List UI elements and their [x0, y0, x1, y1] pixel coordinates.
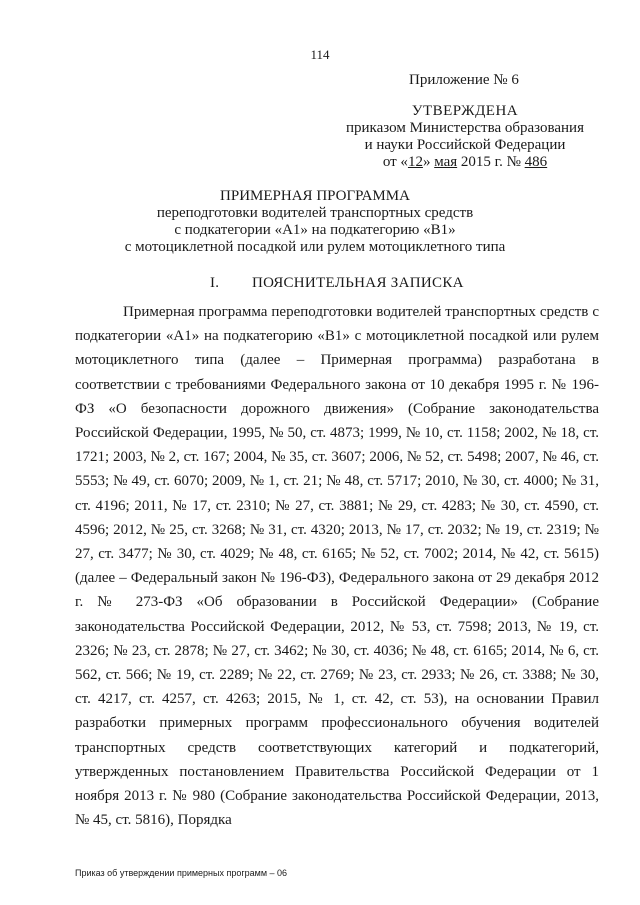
page-number: 114 [310, 47, 330, 62]
title-line-3: с подкатегории «А1» на подкатегорию «В1» [174, 222, 456, 238]
year-text: 2015 г. № [457, 154, 525, 170]
approval-block [330, 103, 600, 171]
title-line-1: ПРИМЕРНАЯ ПРОГРАММА [220, 188, 410, 204]
body-paragraph: Примерная программа переподготовки водителей транспортных средств с подкатегории «А1» на подкатегорию «В1» с мотоциклетной посадкой или рулем мотоциклетного типа (далее – Примерная программа) разработана в соответствии с требованиями Федерального закона от 10 декабря 1995 г. № 196-ФЗ «О безопасности дорожного движения» (Собрание законодательства Российской Федерации, 1995, № 50, ст. 4873; 1999, № 10, ст. 1158; 2002, № 18, ст. 1721; 2003, № 2, ст. 167; 2004, № 35, ст. 3607; 2006, № 52, ст. 5498; 2007, № 46, ст. 5553; № 49, ст. 6070; 2009, № 1, ст. 21; № 48, ст. 5717; 2010, № 30, ст. 4000; № 31, ст. 4196; 2011, № 17, ст. 2310; № 27, ст. 3881; № 29, ст. 4283; № 30, ст. 4590, ст. 4596; 2012, № 25, ст. 3268; № 31, ст. 4320; 2013, № 17, ст. 2032; № 19, ст. 2319; № 27, ст. 3477; № 30, ст. 4029; № 48, ст. 6165; № 52, ст. 7002; 2014, № 42, ст. 5615) (далее – Федеральный закон № 196-ФЗ), Федерального закона от 29 декабря 2012 г. № 273-ФЗ «Об образовании в Российской Федерации» (Собрание законодательства Российской Федерации, 2012, № 53, ст. 7598; 2013, № 19, ст. 2326; № 23, ст. 2878; № 27, ст. 3462; № 30, ст. 4036; № 48, ст. 6165; 2014, № 6, ст. 562, ст. 566; № 19, ст. 2289; № 22, ст. 2769; № 23, ст. 2933; № 26, ст. 3388; № 30, ст. 4217, ст. 4257, ст. 4263; 2015, № 1, ст. 42, ст. 53), на основании Правил разработки примерных программ профессионального обучения водителей транспортных средств соответствующих категорий и подкатегорий, утвержденных постановлением Правительства Российской Федерации от 1 ноября 2013 г. № 980 (Собрание законодательства Российской Федерации, 2013, № 45, ст. 5816), Порядка [75, 304, 599, 829]
approval-date-line [330, 154, 600, 171]
section-heading [210, 275, 464, 292]
section-number: I. [210, 275, 220, 291]
approval-day: 12 [407, 154, 423, 170]
appendix-label: Приложение № 6 [409, 72, 519, 88]
title-line-4: с мотоциклетной посадкой или рулем мотоциклетного типа [124, 239, 506, 255]
approval-number: 486 [524, 154, 548, 170]
title-line-2: переподготовки водителей транспортных средств [156, 205, 474, 221]
program-title [95, 188, 535, 256]
section-title: ПОЯСНИТЕЛЬНАЯ ЗАПИСКА [252, 275, 464, 291]
approval-line-2: и науки Российской Федерации [364, 137, 566, 153]
page-footer: Приказ об утверждении примерных программ – 06 [75, 868, 288, 878]
approved-heading: УТВЕРЖДЕНА [411, 103, 519, 119]
date-mid: » [422, 154, 435, 170]
date-prefix: от « [382, 154, 408, 170]
approval-line-1: приказом Министерства образования [346, 120, 584, 136]
approval-month: мая [434, 154, 458, 170]
